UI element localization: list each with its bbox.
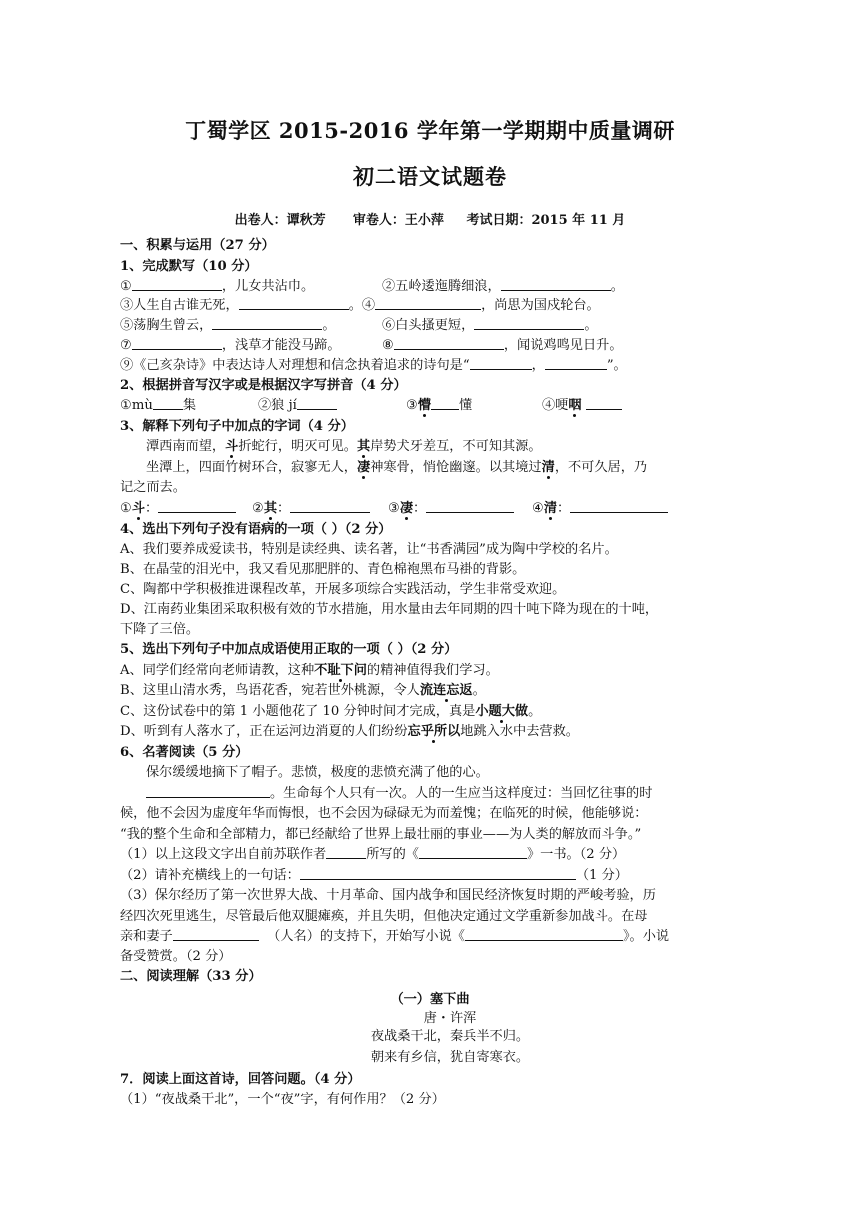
- answer-blank[interactable]: [570, 499, 668, 513]
- q5-option-d[interactable]: D、听到有人落水了，正在运河边消夏的人们纷纷忘乎所以地跳入水中去营救。: [120, 724, 579, 739]
- answer-blank[interactable]: [132, 336, 222, 350]
- answer-blank[interactable]: [419, 845, 527, 859]
- answer-blank[interactable]: [300, 866, 576, 880]
- answer-blank[interactable]: [132, 277, 222, 291]
- answer-blank[interactable]: [474, 316, 584, 330]
- q3-heading: 3、解释下列句子中加点的字词（4 分）: [120, 419, 354, 434]
- answer-blank[interactable]: [146, 784, 270, 798]
- poem-line2: 朝来有乡信，犹自寄寒衣。: [370, 1050, 530, 1065]
- answer-blank[interactable]: [153, 396, 183, 410]
- q6-heading: 6、名著阅读（5 分）: [120, 745, 249, 760]
- q6-sub3-line1: （3）保尔经历了第一次世界大战、十月革命、国内战争和国民经济恢复时期的严峻考验，历: [120, 888, 656, 903]
- q1-item1-text: ，儿女共沾巾。: [221, 279, 315, 294]
- q6-passage-line4: “我的整个生命和全部精力，都已经献给了世界上最壮丽的事业——为人类的解放而斗争。”: [120, 827, 642, 842]
- q6-sub3-line4: 备受赞赏。（2 分）: [120, 949, 232, 964]
- q3-passage-line3: 记之而去。: [120, 480, 186, 495]
- answer-blank[interactable]: [545, 356, 607, 370]
- q4-option-c[interactable]: C、陶都中学积极推进课程改革，开展多项综合实践活动，学生非常受欢迎。: [120, 582, 566, 597]
- q2-items: ①mù 集 ②狼 jí ③懵 懂 ④哽咽: [120, 396, 740, 415]
- section1-heading: 一、积累与运用（27 分）: [120, 238, 275, 253]
- answer-blank[interactable]: [375, 296, 481, 310]
- q6-sub2: （2）请补充横线上的一句话： （1 分）: [120, 868, 628, 883]
- q6-sub1: （1）以上这段文字出自前苏联作者 所写的《 》一书。（2 分）: [120, 847, 626, 862]
- q2-heading: 2、根据拼音写汉字或是根据汉字写拼音（4 分）: [120, 378, 407, 393]
- q5-option-c[interactable]: C、这份试卷中的第 1 小题他花了 10 分钟时间才完成，真是小题大做。: [120, 704, 542, 719]
- q1-row2: ③人生自古谁无死， 。④ ，尚思为国戍轮台。: [120, 298, 600, 313]
- q1-item2: ②五岭逶迤腾细浪， 。: [382, 279, 624, 294]
- answer-blank[interactable]: [297, 396, 337, 410]
- exam-subtitle: 初二语文试题卷: [353, 164, 507, 189]
- q1-row3: ⑤荡胸生曾云， 。 ⑥白头搔更短， 。: [120, 318, 598, 333]
- answer-blank[interactable]: [158, 499, 236, 513]
- q1-heading: 1、完成默写（10 分）: [120, 259, 258, 274]
- q5-heading: 5、选出下列句子中加点成语使用正取的一项（ ）（2 分）: [120, 642, 458, 657]
- q3-passage-line1: 潭西南而望，斗折蛇行，明灭可见。其岸势犬牙差互，不可知其源。: [146, 439, 542, 454]
- q1-row5: ⑨《己亥杂诗》中表达诗人对理想和信念执着追求的诗句是“ ， ”。: [120, 358, 627, 373]
- q4-option-d[interactable]: D、江南药业集团采取积极有效的节水措施，用水量由去年同期的四十吨下降为现在的十吨，: [120, 602, 659, 617]
- answer-blank[interactable]: [586, 396, 622, 410]
- answer-blank[interactable]: [394, 336, 504, 350]
- answer-blank[interactable]: [212, 316, 322, 330]
- q7-heading: 7．阅读上面这首诗，回答问题。（4 分）: [120, 1072, 361, 1087]
- answer-blank[interactable]: [239, 296, 349, 310]
- poem-title: （一）塞下曲: [390, 992, 470, 1007]
- exam-meta: 出卷人：谭秋芳 审卷人：王小萍 考试日期：2015 年 11 月: [234, 213, 626, 228]
- section2-heading: 二、阅读理解（33 分）: [120, 969, 262, 984]
- q6-sub3-line3: 亲和妻子 （人名）的支持下，开始写小说《 》。小说: [120, 929, 670, 944]
- q3-answers: ①斗： ②其： ③凄： ④清：: [120, 499, 740, 518]
- q1-item6: ⑥白头搔更短， 。: [382, 318, 598, 333]
- q4-option-d-cont: 下降了三倍。: [120, 622, 200, 637]
- answer-blank[interactable]: [426, 499, 514, 513]
- answer-blank[interactable]: [465, 927, 623, 941]
- q5-option-a[interactable]: A、同学们经常向老师请教，这种不耻下问的精神值得我们学习。: [120, 663, 499, 678]
- q6-passage-line2: 。生命每个人只有一次。人的一生应当这样度过：当回忆往事的时: [120, 784, 766, 803]
- q7-sub1: （1）“夜战桑干北”，一个“夜”字，有何作用？（2 分）: [120, 1092, 445, 1107]
- q4-option-b[interactable]: B、在晶莹的泪光中，我又看见那肥胖的、青色棉袍黑布马褂的背影。: [120, 562, 526, 577]
- answer-blank[interactable]: [501, 277, 611, 291]
- q6-passage-line3: 候，他不会因为虚度年华而悔恨，也不会因为碌碌无为而羞愧；在临死的时候，他能够说：: [120, 806, 648, 821]
- answer-blank[interactable]: [290, 499, 370, 513]
- q1-row1: [120, 277, 740, 296]
- q6-passage-line1: 保尔缓缓地摘下了帽子。悲愤，极度的悲愤充满了他的心。: [146, 765, 489, 780]
- answer-blank[interactable]: [173, 927, 259, 941]
- answer-blank[interactable]: [470, 356, 532, 370]
- q3-passage-line2: 坐潭上，四面竹树环合，寂寥无人，凄神寒骨，悄怆幽邃。以其境过清，不可久居，乃: [146, 460, 648, 475]
- answer-blank[interactable]: [431, 396, 459, 410]
- answer-blank[interactable]: [326, 845, 366, 859]
- q1-row4: ⑦ ，浅草才能没马蹄。 ⑧ ，闻说鸡鸣见日升。: [120, 338, 623, 353]
- q1-item8: ⑧ ，闻说鸡鸣见日升。: [382, 338, 623, 353]
- q4-heading: 4、选出下列句子没有语病的一项（ ）（2 分）: [120, 522, 392, 537]
- poem-author: 唐・许浑: [423, 1011, 477, 1026]
- q4-option-a[interactable]: A、我们要养成爱读书，特别是读经典、读名著，让“书香满园”成为陶中学校的名片。: [120, 542, 618, 557]
- q5-option-b[interactable]: B、这里山清水秀，鸟语花香，宛若世外桃源，令人流连忘返。: [120, 683, 486, 698]
- q6-sub3-line2: 经四次死里逃生，尽管最后他双腿瘫痪，并且失明，但他决定通过文学重新参加战斗。在母: [120, 909, 648, 924]
- exam-title: 丁蜀学区 2015-2016 学年第一学期期中质量调研: [185, 118, 675, 143]
- q1-item1-num: ①: [120, 279, 132, 294]
- poem-line1: 夜战桑干北，秦兵半不归。: [370, 1029, 530, 1044]
